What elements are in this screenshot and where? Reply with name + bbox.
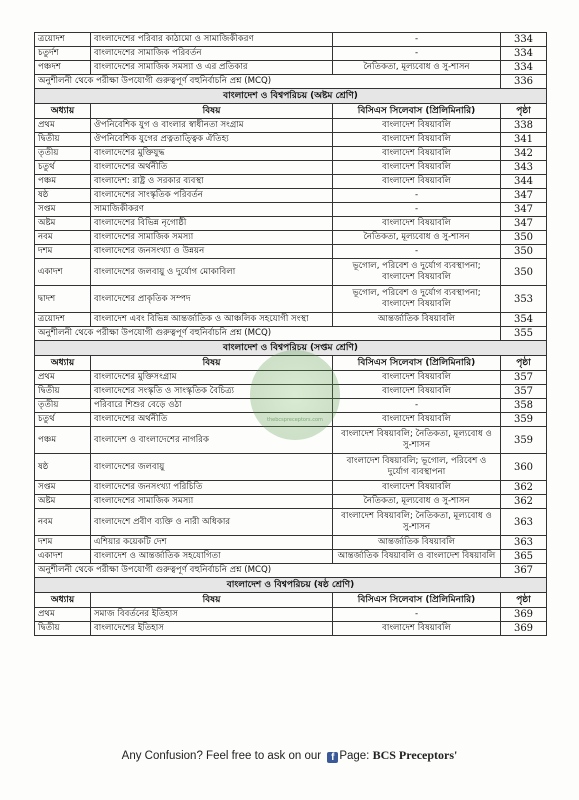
syllabus-cell: বাংলাদেশ বিষয়াবলি <box>333 217 501 231</box>
syllabus-cell: বাংলাদেশ বিষয়াবলি <box>333 147 501 161</box>
syllabus-cell: নৈতিকতা, মূল্যবোধ ও সু-শাসন <box>333 231 501 245</box>
topic-cell: বাংলাদেশ এবং বিভিন্ন আন্তর্জাতিক ও আঞ্চলিক সহযোগী সংস্থা <box>91 313 333 327</box>
footer-page-name[interactable]: BCS Preceptors' <box>372 748 458 762</box>
topic-cell: ঔপনিবেশিক যুগের প্রত্নতাত্ত্বিক ঐতিহ্য <box>91 133 333 147</box>
table-row <box>35 509 547 536</box>
practice-mcq-row <box>35 75 547 89</box>
practice-mcq-label: অনুশীলনী থেকে পরীক্ষা উপযোগী গুরুত্বপূর্ণ বহুনির্বাচনি প্রশ্ন (MCQ) <box>35 327 501 341</box>
topic-cell: বাংলাদেশের সামাজিক সমস্যা <box>91 495 333 509</box>
syllabus-cell: আন্তর্জাতিক বিষয়াবলি ও বাংলাদেশ বিষয়াবলি <box>333 550 501 564</box>
table-row <box>35 119 547 133</box>
header-chapter: অধ্যায় <box>35 356 91 371</box>
contents-table-body <box>35 33 547 636</box>
syllabus-cell: নৈতিকতা, মূল্যবোধ ও সু-শাসন <box>333 495 501 509</box>
topic-cell: বাংলাদেশের সাংস্কৃতিক পরিবর্তন <box>91 189 333 203</box>
syllabus-cell: - <box>333 203 501 217</box>
syllabus-cell: - <box>333 47 501 61</box>
page-number-cell: 344 <box>501 175 547 189</box>
syllabus-cell: বাংলাদেশ বিষয়াবলি <box>333 119 501 133</box>
chapter-cell: অষ্টম <box>35 217 91 231</box>
page-number-cell: 362 <box>501 495 547 509</box>
section-title-row <box>35 578 547 593</box>
syllabus-cell: বাংলাদেশ বিষয়াবলি; নৈতিকতা, মূল্যবোধ ও সু-শাসন <box>333 427 501 454</box>
table-row <box>35 536 547 550</box>
topic-cell: বাংলাদেশের প্রাকৃতিক সম্পদ <box>91 286 333 313</box>
table-row <box>35 147 547 161</box>
header-syllabus: বিসিএস সিলেবাস (প্রিলিমিনারি) <box>333 356 501 371</box>
chapter-cell: একাদশ <box>35 259 91 286</box>
column-header-row <box>35 593 547 608</box>
syllabus-cell: বাংলাদেশ বিষয়াবলি <box>333 161 501 175</box>
page-number-cell: 342 <box>501 147 547 161</box>
practice-mcq-row <box>35 327 547 341</box>
topic-cell: সামাজিকীকরণ <box>91 203 333 217</box>
header-page: পৃষ্ঠা <box>501 593 547 608</box>
table-row <box>35 454 547 481</box>
topic-cell: বাংলাদেশের সামাজিক সমস্যা <box>91 231 333 245</box>
page-number-cell: 347 <box>501 217 547 231</box>
chapter-cell: ষষ্ঠ <box>35 454 91 481</box>
page-number-cell: 336 <box>501 75 547 89</box>
chapter-cell: পঞ্চদশ <box>35 61 91 75</box>
footer <box>0 748 579 763</box>
topic-cell: বাংলাদেশের পরিবার কাঠামো ও সামাজিকীকরণ <box>91 33 333 47</box>
chapter-cell: ষষ্ঠ <box>35 189 91 203</box>
chapter-cell: নবম <box>35 231 91 245</box>
topic-cell: বাংলাদেশের অর্থনীতি <box>91 413 333 427</box>
table-row <box>35 495 547 509</box>
page-number-cell: 357 <box>501 371 547 385</box>
page-number-cell: 359 <box>501 413 547 427</box>
contents-table <box>34 32 547 636</box>
page-number-cell: 365 <box>501 550 547 564</box>
topic-cell: বাংলাদেশের জনসংখ্যা ও উন্নয়ন <box>91 245 333 259</box>
header-page: পৃষ্ঠা <box>501 356 547 371</box>
page-number-cell: 369 <box>501 608 547 622</box>
page-number-cell: 363 <box>501 536 547 550</box>
chapter-cell: ত্রয়োদশ <box>35 33 91 47</box>
page-number-cell: 341 <box>501 133 547 147</box>
topic-cell: ঔপনিবেশিক যুগ ও বাংলার স্বাধীনতা সংগ্রাম <box>91 119 333 133</box>
syllabus-cell: ভূগোল, পরিবেশ ও দুর্যোগ ব্যবস্থাপনা; বাংলাদেশ বিষয়াবলি <box>333 259 501 286</box>
chapter-cell: দশম <box>35 536 91 550</box>
chapter-cell: দ্বিতীয় <box>35 133 91 147</box>
table-row <box>35 33 547 47</box>
syllabus-cell: - <box>333 399 501 413</box>
chapter-cell: তৃতীয় <box>35 399 91 413</box>
table-row <box>35 481 547 495</box>
page-number-cell: 350 <box>501 231 547 245</box>
syllabus-cell: নৈতিকতা, মূল্যবোধ ও সু-শাসন <box>333 61 501 75</box>
syllabus-cell: বাংলাদেশ বিষয়াবলি <box>333 371 501 385</box>
page-number-cell: 334 <box>501 33 547 47</box>
syllabus-cell: বাংলাদেশ বিষয়াবলি <box>333 385 501 399</box>
table-row <box>35 622 547 636</box>
topic-cell: এশিয়ার কয়েকটি দেশ <box>91 536 333 550</box>
contents-sheet <box>34 32 546 636</box>
syllabus-cell: আন্তর্জাতিক বিষয়াবলি <box>333 313 501 327</box>
chapter-cell: পঞ্চম <box>35 427 91 454</box>
page-number-cell: 347 <box>501 203 547 217</box>
topic-cell: বাংলাদেশ: রাষ্ট্র ও সরকার ব্যবস্থা <box>91 175 333 189</box>
header-chapter: অধ্যায় <box>35 104 91 119</box>
practice-mcq-label: অনুশীলনী থেকে পরীক্ষা উপযোগী গুরুত্বপূর্ণ বহুনির্বাচনি প্রশ্ন (MCQ) <box>35 564 501 578</box>
chapter-cell: অষ্টম <box>35 495 91 509</box>
section-title: বাংলাদেশ ও বিশ্বপরিচয় (অষ্টম শ্রেণি) <box>35 89 547 104</box>
chapter-cell: চতুর্থ <box>35 413 91 427</box>
syllabus-cell: বাংলাদেশ বিষয়াবলি <box>333 481 501 495</box>
chapter-cell: সপ্তম <box>35 203 91 217</box>
syllabus-cell: - <box>333 245 501 259</box>
syllabus-cell: বাংলাদেশ বিষয়াবলি <box>333 413 501 427</box>
syllabus-cell: বাংলাদেশ বিষয়াবলি <box>333 175 501 189</box>
table-row <box>35 47 547 61</box>
page-number-cell: 357 <box>501 385 547 399</box>
topic-cell: বাংলাদেশের জলবায়ু <box>91 454 333 481</box>
section-title: বাংলাদেশ ও বিশ্বপরিচয় (সপ্তম শ্রেণি) <box>35 341 547 356</box>
footer-text: Any Confusion? Feel free to ask on our <box>121 750 322 762</box>
page-number-cell: 367 <box>501 564 547 578</box>
page-number-cell: 354 <box>501 313 547 327</box>
table-row <box>35 189 547 203</box>
table-row <box>35 608 547 622</box>
page-number-cell: 358 <box>501 399 547 413</box>
page-number-cell: 338 <box>501 119 547 133</box>
chapter-cell: ত্রয়োদশ <box>35 313 91 327</box>
page-number-cell: 359 <box>501 427 547 454</box>
topic-cell: বাংলাদেশের জনসংখ্যা পরিচিতি <box>91 481 333 495</box>
topic-cell: সমাজ বিবর্তনের ইতিহাস <box>91 608 333 622</box>
table-row <box>35 175 547 189</box>
topic-cell: বাংলাদেশের জলবায়ু ও দুর্যোগ মোকাবিলা <box>91 259 333 286</box>
page-number-cell: 355 <box>501 327 547 341</box>
column-header-row <box>35 104 547 119</box>
chapter-cell: পঞ্চম <box>35 175 91 189</box>
chapter-cell: নবম <box>35 509 91 536</box>
footer-page-label: Page: <box>339 750 370 762</box>
page-number-cell: 334 <box>501 61 547 75</box>
table-row <box>35 203 547 217</box>
topic-cell: বাংলাদেশের সংস্কৃতি ও সাংস্কৃতিক বৈচিত্র্য <box>91 385 333 399</box>
topic-cell: বাংলাদেশের মুক্তিসংগ্রাম <box>91 371 333 385</box>
topic-cell: পরিবারে শিশুর বেড়ে ওঠা <box>91 399 333 413</box>
chapter-cell: দশম <box>35 245 91 259</box>
page-number-cell: 350 <box>501 259 547 286</box>
chapter-cell: দ্বিতীয় <box>35 622 91 636</box>
table-row <box>35 61 547 75</box>
topic-cell: বাংলাদেশ ও বাংলাদেশের নাগরিক <box>91 427 333 454</box>
header-syllabus: বিসিএস সিলেবাস (প্রিলিমিনারি) <box>333 104 501 119</box>
table-row <box>35 245 547 259</box>
page-number-cell: 362 <box>501 481 547 495</box>
chapter-cell: তৃতীয় <box>35 147 91 161</box>
page-number-cell: 343 <box>501 161 547 175</box>
table-row <box>35 550 547 564</box>
watermark-text: thebcspreceptors.com <box>267 417 323 423</box>
page-number-cell: 347 <box>501 189 547 203</box>
topic-cell: বাংলাদেশে প্রবীণ ব্যক্তি ও নারী অধিকার <box>91 509 333 536</box>
topic-cell: বাংলাদেশ ও আন্তর্জাতিক সহযোগিতা <box>91 550 333 564</box>
header-page: পৃষ্ঠা <box>501 104 547 119</box>
syllabus-cell: বাংলাদেশ বিষয়াবলি <box>333 133 501 147</box>
table-row <box>35 161 547 175</box>
syllabus-cell: বাংলাদেশ বিষয়াবলি; নৈতিকতা, মূল্যবোধ ও সু-শাসন <box>333 509 501 536</box>
topic-cell: বাংলাদেশের বিভিন্ন নৃগোষ্ঠী <box>91 217 333 231</box>
syllabus-cell: বাংলাদেশ বিষয়াবলি; ভূগোল, পরিবেশ ও দুর্যোগ ব্যবস্থাপনা <box>333 454 501 481</box>
table-row <box>35 286 547 313</box>
table-row <box>35 313 547 327</box>
chapter-cell: চতুর্থ <box>35 161 91 175</box>
chapter-cell: চতুর্দশ <box>35 47 91 61</box>
topic-cell: বাংলাদেশের সামাজিক সমস্যা ও এর প্রতিকার <box>91 61 333 75</box>
chapter-cell: দ্বাদশ <box>35 286 91 313</box>
topic-cell: বাংলাদেশের সামাজিক পরিবর্তন <box>91 47 333 61</box>
chapter-cell: প্রথম <box>35 371 91 385</box>
practice-mcq-row <box>35 564 547 578</box>
page-number-cell: 369 <box>501 622 547 636</box>
syllabus-cell: - <box>333 608 501 622</box>
table-row <box>35 259 547 286</box>
page-number-cell: 363 <box>501 509 547 536</box>
book-logo-icon <box>250 350 340 440</box>
table-row <box>35 231 547 245</box>
facebook-icon: f <box>327 752 338 763</box>
chapter-cell: দ্বিতীয় <box>35 385 91 399</box>
header-topic: বিষয় <box>91 593 333 608</box>
section-title: বাংলাদেশ ও বিশ্বপরিচয় (ষষ্ঠ শ্রেণি) <box>35 578 547 593</box>
chapter-cell: একাদশ <box>35 550 91 564</box>
syllabus-cell: ভূগোল, পরিবেশ ও দুর্যোগ ব্যবস্থাপনা; বাংলাদেশ বিষয়াবলি <box>333 286 501 313</box>
chapter-cell: প্রথম <box>35 119 91 133</box>
topic-cell: বাংলাদেশের ইতিহাস <box>91 622 333 636</box>
syllabus-cell: বাংলাদেশ বিষয়াবলি <box>333 622 501 636</box>
section-title-row <box>35 89 547 104</box>
chapter-cell: প্রথম <box>35 608 91 622</box>
table-row <box>35 217 547 231</box>
chapter-cell: সপ্তম <box>35 481 91 495</box>
practice-mcq-label: অনুশীলনী থেকে পরীক্ষা উপযোগী গুরুত্বপূর্ণ বহুনির্বাচনি প্রশ্ন (MCQ) <box>35 75 501 89</box>
topic-cell: বাংলাদেশের অর্থনীতি <box>91 161 333 175</box>
header-chapter: অধ্যায় <box>35 593 91 608</box>
page-number-cell: 334 <box>501 47 547 61</box>
page-number-cell: 360 <box>501 454 547 481</box>
topic-cell: বাংলাদেশের মুক্তিযুদ্ধ <box>91 147 333 161</box>
syllabus-cell: - <box>333 33 501 47</box>
header-topic: বিষয় <box>91 356 333 371</box>
syllabus-cell: - <box>333 189 501 203</box>
table-row <box>35 133 547 147</box>
page-number-cell: 353 <box>501 286 547 313</box>
header-topic: বিষয় <box>91 104 333 119</box>
header-syllabus: বিসিএস সিলেবাস (প্রিলিমিনারি) <box>333 593 501 608</box>
syllabus-cell: আন্তর্জাতিক বিষয়াবলি <box>333 536 501 550</box>
page-number-cell: 350 <box>501 245 547 259</box>
